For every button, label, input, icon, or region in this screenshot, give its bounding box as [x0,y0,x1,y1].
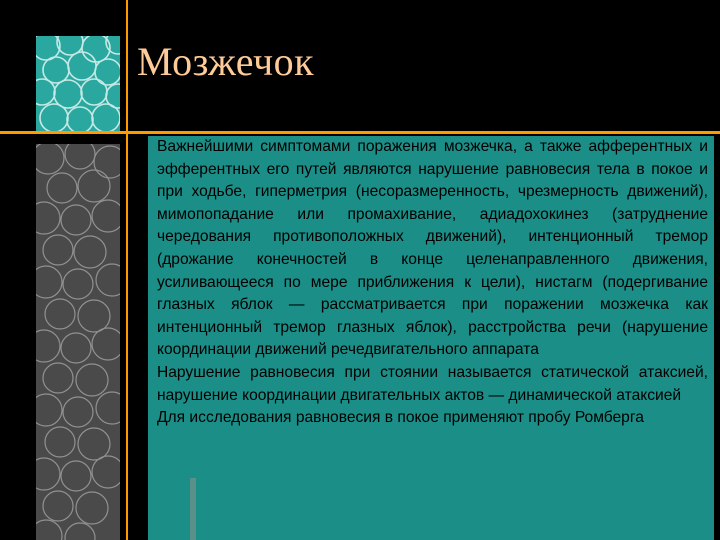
horizontal-accent-line [0,131,720,134]
paragraph-symptoms: Важнейшими симптомами поражения мозжечка, а также афферентных и эфферентных его путей являются нарушение равновесия тела в покое и при ходьбе, гиперметрия (несоразмеренность, чрезмерность движений), мимопопадание или промахивание, адиадохокинез (затруднение чередования противоположных движений), интенционный тремор (дрожание конечностей в конце целенаправленного движения, усиливающееся по мере приближения к цели), нистагм (подергивание глазных яблок — рассматривается при поражении мозжечка как интенционный тремор глазных яблок), расстройства речи (нарушение координации движений речедвигательного аппарата [157,138,708,359]
slide-title: Мозжечок [137,39,315,84]
decorative-gray-band [36,144,120,540]
paragraph-romberg: Для исследования равновесия в покое применяют пробу Ромберга [157,409,644,427]
decorative-teal-block [36,36,120,132]
circles-pattern-icon [36,36,120,132]
decorative-stripe [190,478,196,540]
vertical-accent-line [126,0,128,540]
circles-pattern-gray-icon [36,144,120,540]
content-panel [148,136,714,540]
paragraph-ataxia: Нарушение равновесия при стоянии называется статической атаксией, нарушение координации двигательных актов — динамической атаксией [157,363,708,404]
